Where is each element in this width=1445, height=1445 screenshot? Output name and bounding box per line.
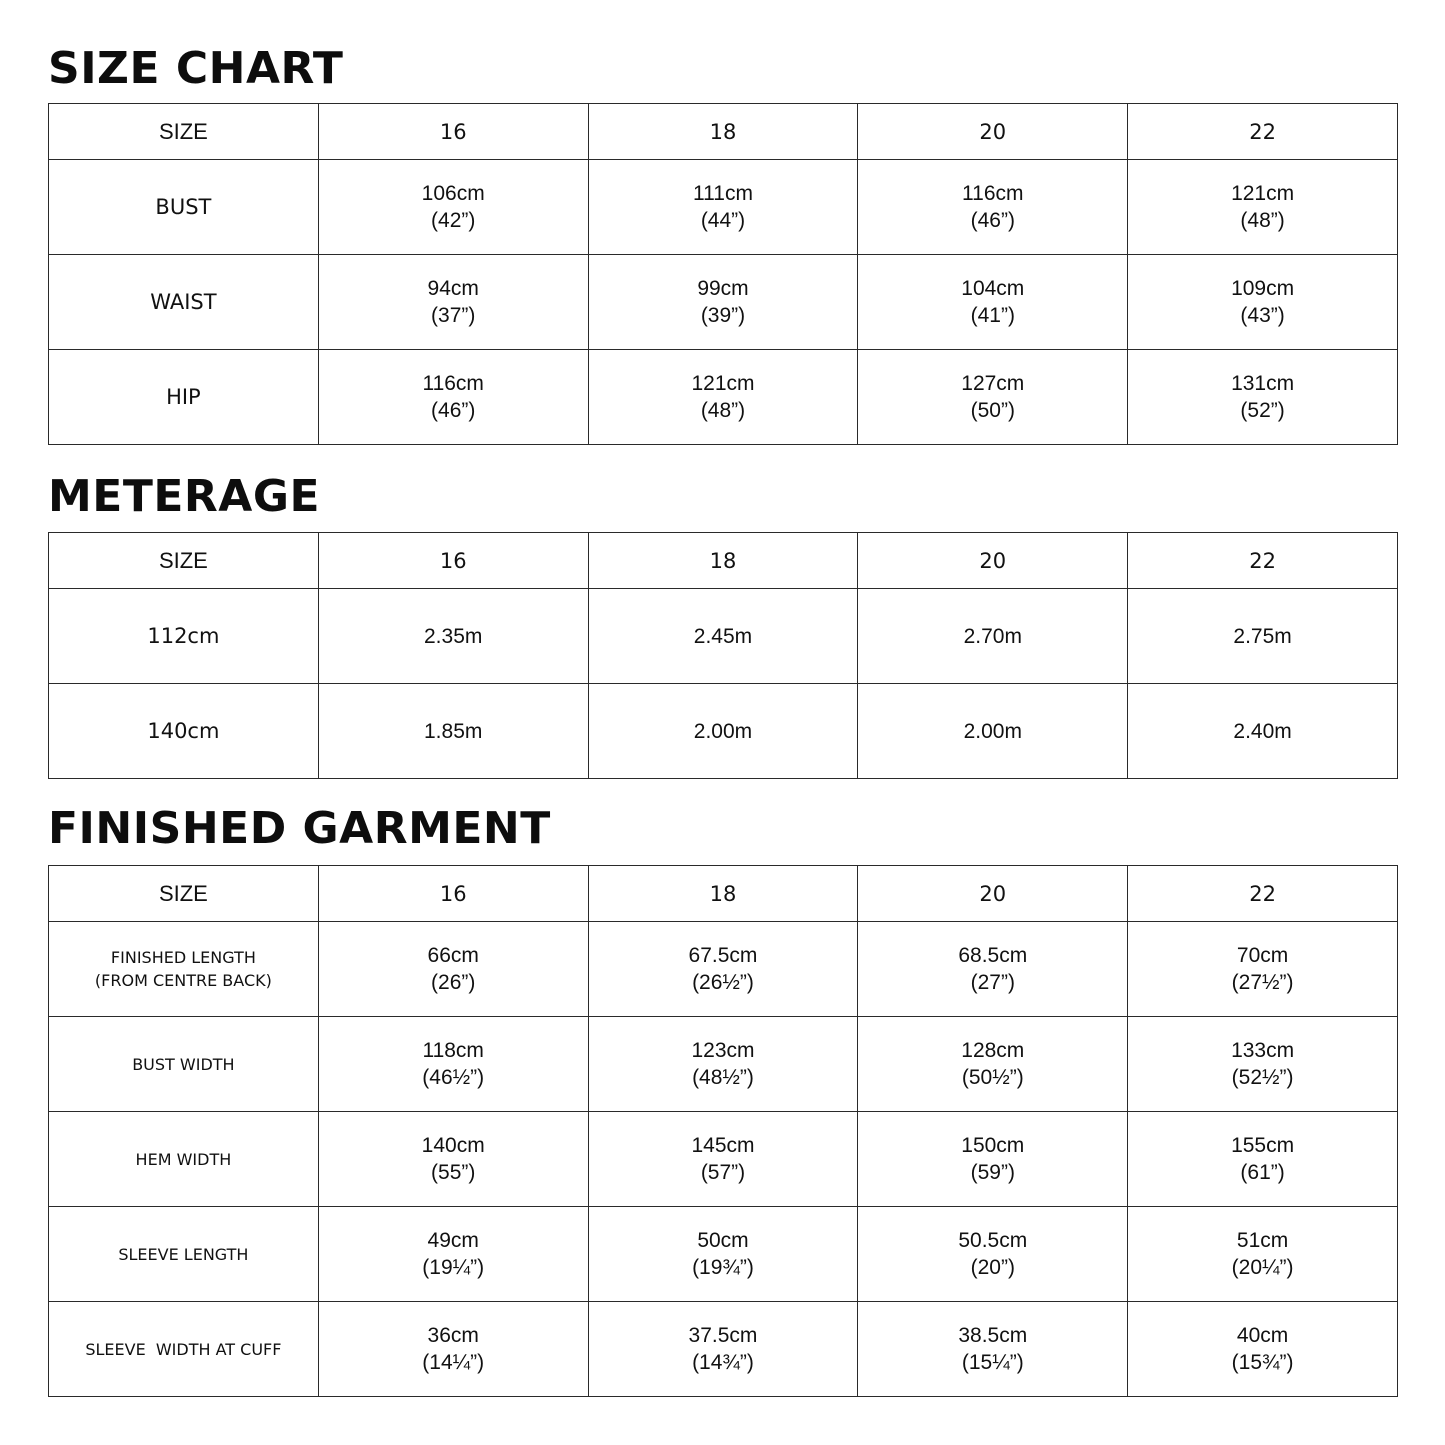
size-chart-table [48,103,1398,445]
table-cell: 66cm (26”) [318,922,588,1017]
row-label: SLEEVE LENGTH [49,1207,319,1302]
header-size-18: 18 [588,866,858,922]
meterage-table [48,532,1398,779]
header-size-16: 16 [318,533,588,589]
header-size-16: 16 [318,866,588,922]
table-cell: 2.75m [1128,589,1398,684]
header-size-20: 20 [858,104,1128,160]
header-size-20: 20 [858,533,1128,589]
table-cell: 2.45m [588,589,858,684]
table-cell: 145cm (57”) [588,1112,858,1207]
table-cell: 121cm (48”) [1128,160,1398,255]
header-size-22: 22 [1128,533,1398,589]
table-cell: 37.5cm (14¾”) [588,1302,858,1397]
table-cell: 51cm (20¼”) [1128,1207,1398,1302]
table-cell: 1.85m [318,684,588,779]
table-cell: 38.5cm (15¼”) [858,1302,1128,1397]
table-row-112cm [49,589,1398,684]
table-cell: 116cm (46”) [318,350,588,445]
table-cell: 67.5cm (26½”) [588,922,858,1017]
table-cell: 104cm (41”) [858,255,1128,350]
table-cell: 2.00m [858,684,1128,779]
table-row-140cm [49,684,1398,779]
table-cell: 133cm (52½”) [1128,1017,1398,1112]
table-cell: 118cm (46½”) [318,1017,588,1112]
finished-garment-header-row [49,866,1398,922]
table-cell: 68.5cm (27”) [858,922,1128,1017]
finished-garment-title: FINISHED GARMENT [48,803,551,854]
table-cell: 50cm (19¾”) [588,1207,858,1302]
header-size-label: SIZE [49,104,319,160]
table-cell: 2.35m [318,589,588,684]
header-size-18: 18 [588,533,858,589]
table-cell: 106cm (42”) [318,160,588,255]
size-chart-header-row [49,104,1398,160]
table-cell: 40cm (15¾”) [1128,1302,1398,1397]
table-row-finished-length [49,922,1398,1017]
table-cell: 131cm (52”) [1128,350,1398,445]
table-cell: 116cm (46”) [858,160,1128,255]
header-size-18: 18 [588,104,858,160]
table-cell: 127cm (50”) [858,350,1128,445]
finished-garment-table [48,865,1398,1397]
table-row-waist [49,255,1398,350]
table-row-hip [49,350,1398,445]
table-cell: 99cm (39”) [588,255,858,350]
header-size-label: SIZE [49,533,319,589]
row-label: FINISHED LENGTH (FROM CENTRE BACK) [49,922,319,1017]
row-label: BUST [49,160,319,255]
table-cell: 140cm (55”) [318,1112,588,1207]
header-size-22: 22 [1128,104,1398,160]
table-cell: 2.40m [1128,684,1398,779]
header-size-label: SIZE [49,866,319,922]
row-label: HEM WIDTH [49,1112,319,1207]
row-label: 140cm [49,684,319,779]
table-cell: 50.5cm (20”) [858,1207,1128,1302]
meterage-header-row [49,533,1398,589]
table-row-sleeve-length [49,1207,1398,1302]
table-cell: 2.00m [588,684,858,779]
table-cell: 70cm (27½”) [1128,922,1398,1017]
table-cell: 111cm (44”) [588,160,858,255]
table-row-sleeve-width-at-cuff [49,1302,1398,1397]
row-label: BUST WIDTH [49,1017,319,1112]
size-chart-title: SIZE CHART [48,43,344,94]
table-cell: 109cm (43”) [1128,255,1398,350]
row-label: WAIST [49,255,319,350]
meterage-title: METERAGE [48,471,321,522]
table-cell: 123cm (48½”) [588,1017,858,1112]
row-label: SLEEVE WIDTH AT CUFF [49,1302,319,1397]
table-cell: 121cm (48”) [588,350,858,445]
header-size-20: 20 [858,866,1128,922]
table-row-hem-width [49,1112,1398,1207]
table-cell: 155cm (61”) [1128,1112,1398,1207]
row-label: 112cm [49,589,319,684]
header-size-22: 22 [1128,866,1398,922]
header-size-16: 16 [318,104,588,160]
table-cell: 128cm (50½”) [858,1017,1128,1112]
table-cell: 2.70m [858,589,1128,684]
table-cell: 36cm (14¼”) [318,1302,588,1397]
table-cell: 150cm (59”) [858,1112,1128,1207]
table-cell: 49cm (19¼”) [318,1207,588,1302]
table-cell: 94cm (37”) [318,255,588,350]
row-label: HIP [49,350,319,445]
table-row-bust-width [49,1017,1398,1112]
table-row-bust [49,160,1398,255]
